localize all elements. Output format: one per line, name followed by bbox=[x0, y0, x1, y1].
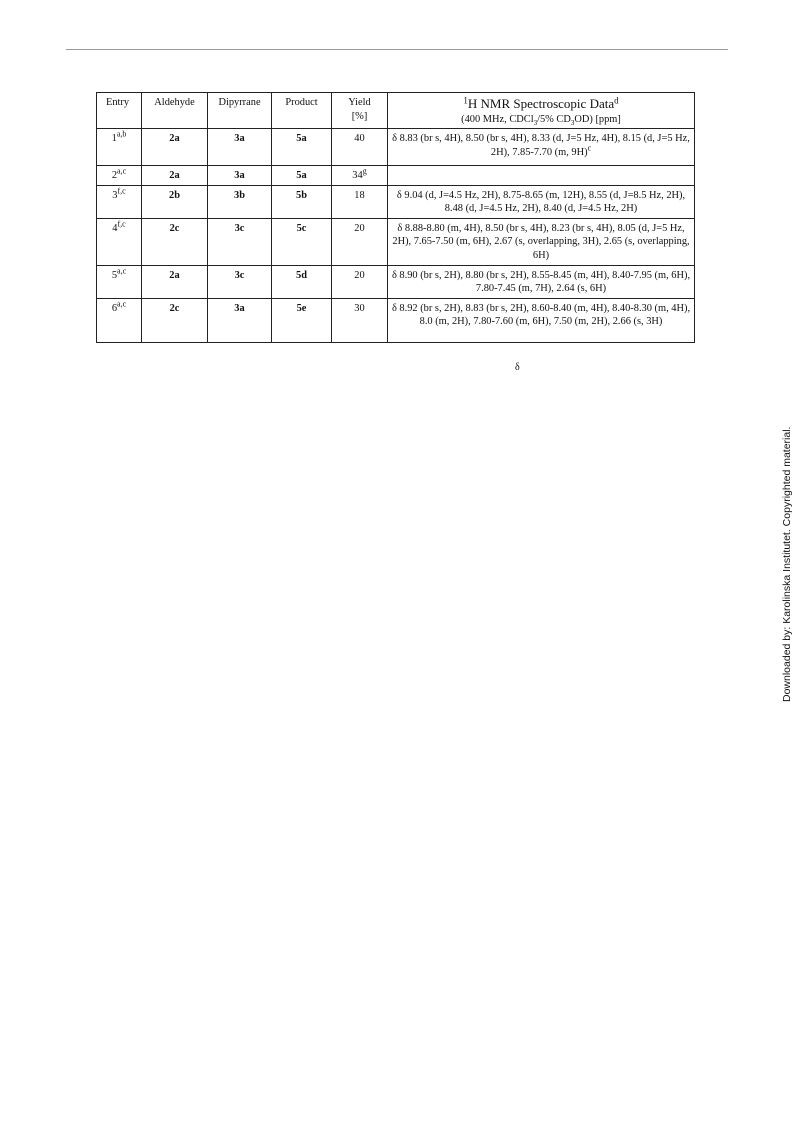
cell-nmr bbox=[388, 166, 695, 186]
cell-product bbox=[272, 129, 332, 166]
copyright-notice: Downloaded by: Karolinska Institutet. Copyrighted material. bbox=[781, 426, 793, 702]
cell-nmr-value: δ 8.92 (br s, 2H), 8.83 (br s, 2H), 8.60-8.40 (m, 4H), 8.40-8.30 (m, 4H), 8.0 (m, 2H), 7.80-7.60 (m, 6H), 7.50 (m, 2H), 2.66 (s, 3H) bbox=[391, 302, 691, 328]
nmr-cond-part-a: (400 MHz, CDCl bbox=[461, 113, 534, 125]
nmr-header-title: H NMR Spectroscopic Data bbox=[467, 96, 615, 111]
yield-header-line1: Yield bbox=[348, 97, 371, 108]
cell-entry-value: 1 bbox=[111, 133, 117, 145]
nmr-cond-sub-b: 3 bbox=[533, 118, 538, 127]
cell-dipyrrane bbox=[208, 166, 272, 186]
cell-aldehyde bbox=[142, 185, 208, 218]
cell-entry-footnote: f,c bbox=[117, 219, 126, 229]
col-header-product: Product bbox=[272, 93, 332, 129]
cell-aldehyde-value: 2c bbox=[169, 302, 180, 314]
cell-dipyrrane-value: 3a bbox=[234, 133, 245, 145]
table-row bbox=[97, 218, 695, 265]
cell-dipyrrane bbox=[208, 265, 272, 298]
cell-product-value: 5a bbox=[296, 170, 307, 182]
col-header-nmr bbox=[388, 93, 695, 129]
cell-entry-footnote: a,c bbox=[117, 166, 127, 176]
nmr-cond-sub-d: 3 bbox=[570, 118, 575, 127]
cell-nmr bbox=[388, 218, 695, 265]
cell-yield bbox=[332, 129, 388, 166]
cell-yield-value: 20 bbox=[354, 269, 365, 281]
cell-yield bbox=[332, 166, 388, 186]
cell-entry bbox=[97, 129, 142, 166]
cell-nmr-value: δ 8.88-8.80 (m, 4H), 8.50 (br s, 4H), 8.23 (br s, 4H), 8.05 (d, J=5 Hz, 2H), 7.65-7.50 (m, 6H), 2.67 (s, overlapping, 3H), 2.65 (s, overlapping, 6H) bbox=[392, 222, 690, 261]
nmr-header-conditions bbox=[391, 113, 691, 127]
cell-aldehyde-value: 2a bbox=[169, 269, 180, 281]
cell-dipyrrane bbox=[208, 298, 272, 342]
cell-dipyrrane-value: 3a bbox=[234, 302, 245, 314]
cell-product bbox=[272, 218, 332, 265]
cell-product-value: 5c bbox=[296, 222, 307, 234]
cell-product bbox=[272, 265, 332, 298]
nmr-cond-part-c: /5% CD bbox=[537, 113, 571, 125]
col-header-entry: Entry bbox=[97, 93, 142, 129]
cell-entry-footnote: a,c bbox=[117, 266, 127, 276]
table-row bbox=[97, 166, 695, 186]
cell-dipyrrane bbox=[208, 129, 272, 166]
cell-yield bbox=[332, 265, 388, 298]
cell-yield-value: 34 bbox=[352, 170, 363, 182]
cell-dipyrrane-value: 3c bbox=[234, 269, 245, 281]
cell-aldehyde bbox=[142, 129, 208, 166]
cell-dipyrrane bbox=[208, 218, 272, 265]
cell-nmr bbox=[388, 185, 695, 218]
cell-nmr bbox=[388, 265, 695, 298]
cell-entry-value: 3 bbox=[112, 189, 118, 201]
cell-dipyrrane-value: 3a bbox=[234, 170, 245, 182]
nmr-cond-part-e: OD) [ppm] bbox=[574, 113, 621, 125]
cell-product-value: 5a bbox=[296, 133, 307, 145]
table-header-row bbox=[97, 93, 695, 129]
cell-yield-value: 30 bbox=[354, 302, 365, 314]
cell-entry-footnote: a,c bbox=[117, 299, 127, 309]
col-header-dipyrrane: Dipyrrane bbox=[208, 93, 272, 129]
cell-yield-footnote: g bbox=[362, 166, 367, 176]
cell-aldehyde-value: 2a bbox=[169, 133, 180, 145]
table-row bbox=[97, 265, 695, 298]
table-row bbox=[97, 298, 695, 342]
cell-dipyrrane-value: 3b bbox=[234, 189, 245, 201]
cell-aldehyde-value: 2b bbox=[169, 189, 180, 201]
cell-aldehyde bbox=[142, 265, 208, 298]
cell-yield-value: 40 bbox=[354, 133, 365, 145]
col-header-aldehyde: Aldehyde bbox=[142, 93, 208, 129]
cell-nmr-value: δ 9.04 (d, J=4.5 Hz, 2H), 8.75-8.65 (m, 12H), 8.55 (d, J=8.5 Hz, 2H), 8.48 (d, J=4.5 Hz, 2H), 8.40 (d, J=4.5 Hz, 2H) bbox=[396, 189, 686, 215]
cell-aldehyde-value: 2c bbox=[169, 222, 180, 234]
col-header-yield bbox=[332, 93, 388, 129]
cell-entry bbox=[97, 185, 142, 218]
cell-nmr-value: δ 8.83 (br s, 4H), 8.50 (br s, 4H), 8.33 (d, J=5 Hz, 4H), 8.15 (d, J=5 Hz, 2H), 7.85-7.70 (m, 9H) bbox=[392, 133, 690, 158]
cell-aldehyde bbox=[142, 166, 208, 186]
cell-aldehyde-value: 2a bbox=[169, 170, 180, 182]
table-body bbox=[97, 129, 695, 342]
cell-yield bbox=[332, 298, 388, 342]
cell-nmr-value: δ 8.90 (br s, 2H), 8.80 (br s, 2H), 8.55-8.45 (m, 4H), 8.40-7.95 (m, 6H), 7.80-7.45 (m, 7H), 2.64 (s, 6H) bbox=[391, 269, 691, 295]
cell-nmr-footnote: c bbox=[587, 143, 592, 153]
cell-yield-value: 20 bbox=[354, 222, 365, 234]
yield-header-line2: [%] bbox=[351, 110, 368, 122]
nmr-header-title-line bbox=[391, 96, 691, 113]
cell-aldehyde bbox=[142, 218, 208, 265]
cell-entry-value: 5 bbox=[111, 269, 118, 281]
nmr-data-table bbox=[96, 92, 695, 343]
cell-entry bbox=[97, 265, 142, 298]
cell-entry bbox=[97, 218, 142, 265]
cell-entry-footnote: f,c bbox=[117, 186, 126, 196]
cell-entry-value: 2 bbox=[111, 170, 118, 182]
cell-product bbox=[272, 166, 332, 186]
cell-nmr bbox=[388, 298, 695, 342]
cell-entry bbox=[97, 166, 142, 186]
cell-product-value: 5b bbox=[296, 189, 307, 201]
delta-symbol: δ bbox=[515, 362, 520, 373]
cell-entry-footnote: a,b bbox=[116, 129, 127, 139]
cell-product bbox=[272, 185, 332, 218]
cell-product-value: 5e bbox=[296, 302, 307, 314]
cell-entry-value: 4 bbox=[112, 222, 118, 234]
copyright-sidebar bbox=[781, 418, 793, 702]
cell-entry-value: 6 bbox=[111, 302, 118, 314]
cell-entry bbox=[97, 298, 142, 342]
nmr-header-sup-1: 1 bbox=[463, 95, 468, 106]
cell-yield bbox=[332, 185, 388, 218]
table-row bbox=[97, 129, 695, 166]
cell-aldehyde bbox=[142, 298, 208, 342]
cell-product bbox=[272, 298, 332, 342]
table-row bbox=[97, 185, 695, 218]
cell-yield-value: 18 bbox=[354, 189, 365, 201]
header-rule bbox=[66, 49, 728, 50]
cell-nmr bbox=[388, 129, 695, 166]
cell-dipyrrane-value: 3c bbox=[234, 222, 245, 234]
cell-product-value: 5d bbox=[296, 269, 307, 281]
nmr-header-sup-d: d bbox=[614, 95, 619, 106]
cell-dipyrrane bbox=[208, 185, 272, 218]
cell-yield bbox=[332, 218, 388, 265]
